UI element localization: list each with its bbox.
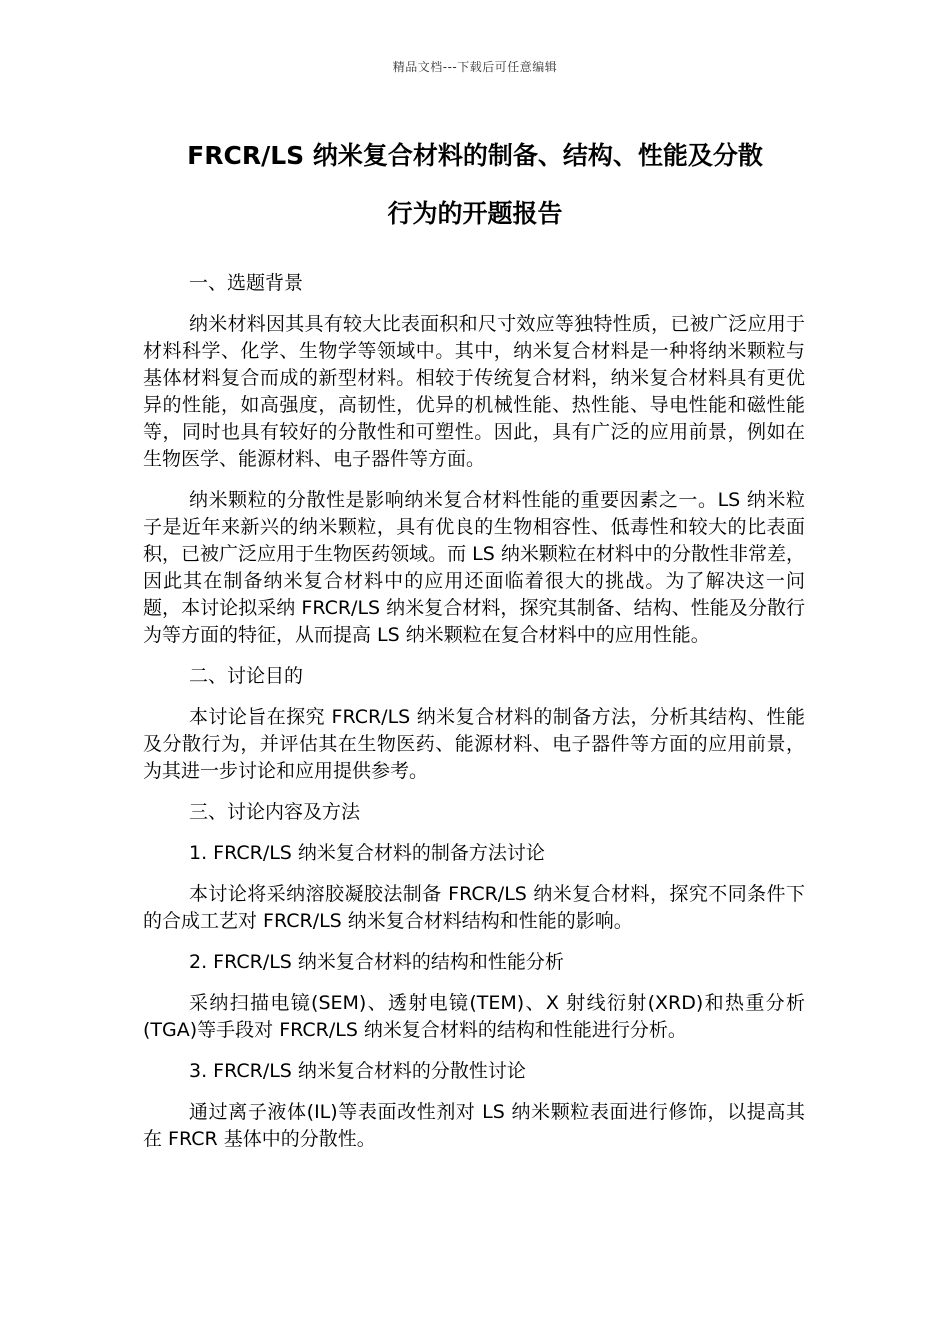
- document-body: [143, 270, 805, 1153]
- paragraph-structure-analysis: 采纳扫描电镜(SEM)、透射电镜(TEM)、X 射线衍射(XRD)和热重分析(TGA)等手段对 FRCR/LS 纳米复合材料的结构和性能进行分析。: [143, 992, 805, 1041]
- paragraph-dispersion-study: 通过离子液体(IL)等表面改性剂对 LS 纳米颗粒表面进行修饰，以提高其在 FRCR 基体中的分散性。: [143, 1101, 805, 1150]
- paragraph-background-2: 纳米颗粒的分散性是影响纳米复合材料性能的重要因素之一。LS 纳米粒子是近年来新兴的纳米颗粒，具有优良的生物相容性、低毒性和较大的比表面积，已被广泛应用于生物医药领域。而 LS 纳米颗粒在材料中的分散性非常差，因此其在制备纳米复合材料中的应用还面临着很大的挑战。为了解决这一问题，本讨论拟采纳 FRCR/LS 纳米复合材料，探究其制备、结构、性能及分散行为等方面的特征，从而提高 LS 纳米颗粒在复合材料中的应用性能。: [143, 489, 805, 646]
- subheading-preparation-method: 1. FRCR/LS 纳米复合材料的制备方法讨论: [189, 842, 545, 864]
- document-title-line-2: 行为的开题报告: [387, 199, 563, 228]
- document-title-line-1: FRCR/LS 纳米复合材料的制备、结构、性能及分散: [187, 141, 763, 170]
- subheading-structure-analysis: 2. FRCR/LS 纳米复合材料的结构和性能分析: [189, 951, 564, 973]
- document-title: [120, 127, 830, 243]
- section-heading-purpose: 二、讨论目的: [189, 665, 304, 687]
- section-heading-background: 一、选题背景: [189, 272, 304, 294]
- header-note: 精品文档---下载后可任意编辑: [392, 60, 558, 74]
- paragraph-preparation-method: 本讨论将采纳溶胶凝胶法制备 FRCR/LS 纳米复合材料，探究不同条件下的合成工艺对 FRCR/LS 纳米复合材料结构和性能的影响。: [143, 883, 805, 932]
- paragraph-background-1: 纳米材料因其具有较大比表面积和尺寸效应等独特性质，已被广泛应用于材料科学、化学、生物学等领域中。其中，纳米复合材料是一种将纳米颗粒与基体材料复合而成的新型材料。相较于传统复合材料，纳米复合材料具有更优异的性能，如高强度，高韧性，优异的机械性能、热性能、导电性能和磁性能等，同时也具有较好的分散性和可塑性。因此，具有广泛的应用前景，例如在生物医学、能源材料、电子器件等方面。: [143, 313, 805, 470]
- subheading-dispersion-study: 3. FRCR/LS 纳米复合材料的分散性讨论: [189, 1060, 526, 1082]
- paragraph-purpose: 本讨论旨在探究 FRCR/LS 纳米复合材料的制备方法，分析其结构、性能及分散行为，并评估其在生物医药、能源材料、电子器件等方面的应用前景，为其进一步讨论和应用提供参考。: [143, 706, 805, 782]
- section-heading-methods: 三、讨论内容及方法: [189, 801, 361, 823]
